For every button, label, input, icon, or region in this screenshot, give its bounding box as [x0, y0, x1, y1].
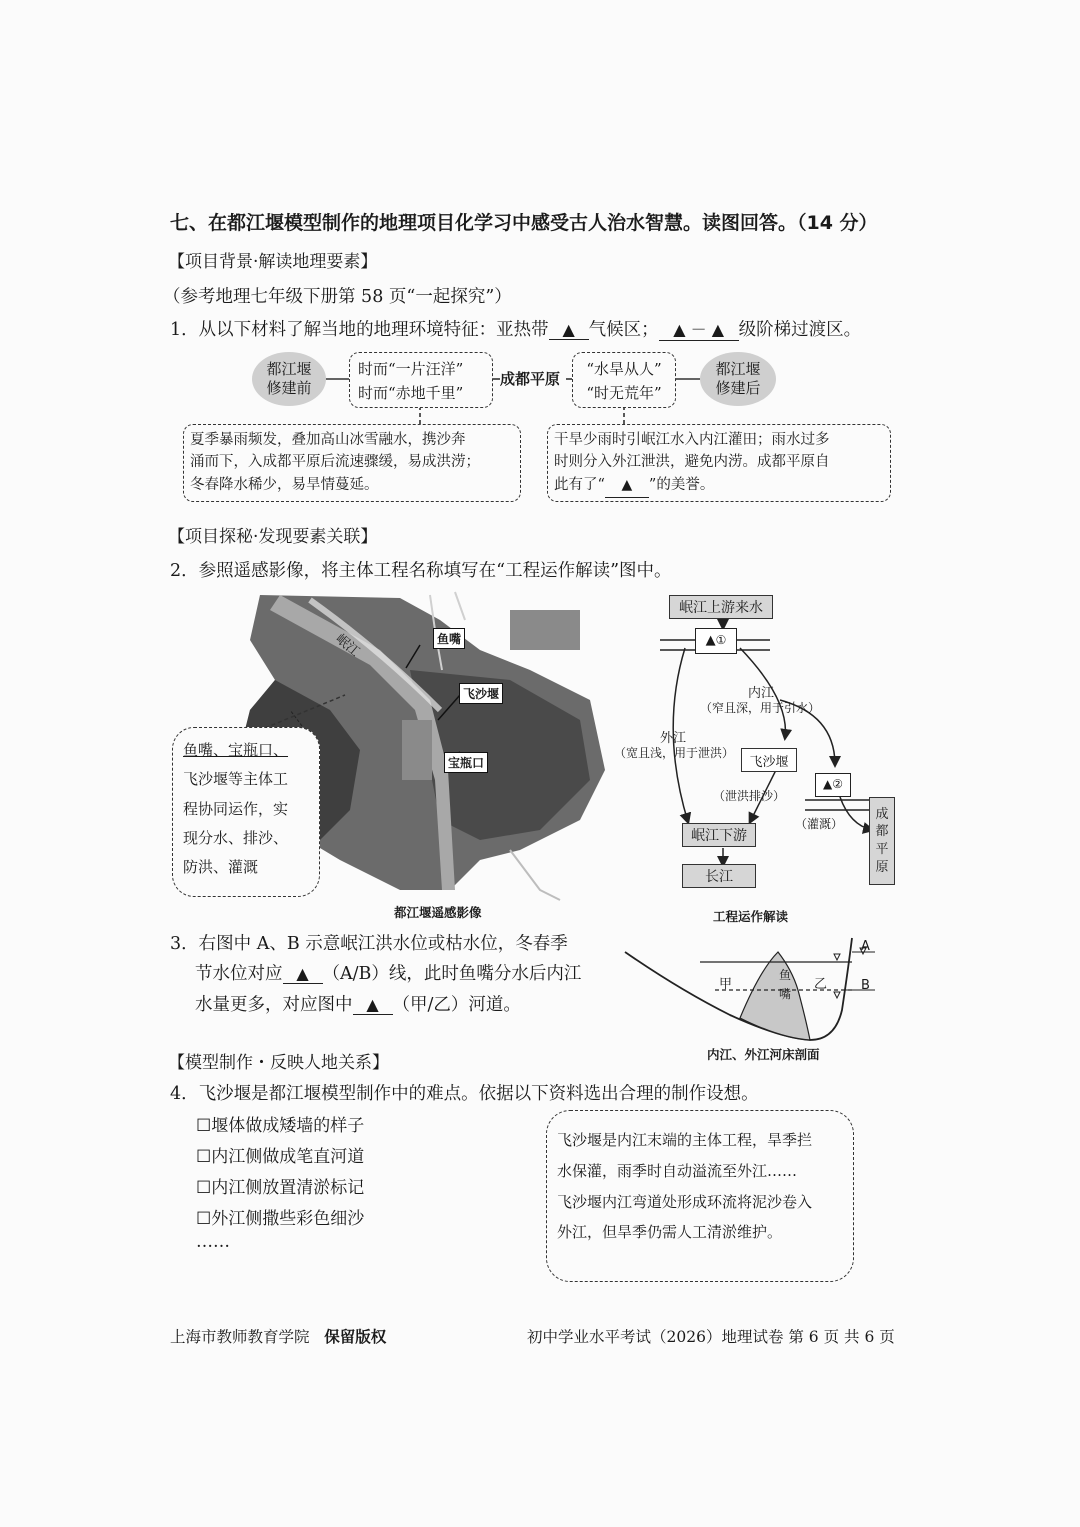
q4-option-3[interactable]: ☐内江侧放置清淤标记: [196, 1178, 365, 1198]
q1-suffix: 级阶梯过渡区。: [738, 320, 862, 340]
flow-caption: 工程运作解读: [713, 909, 789, 924]
profile-yuzui-2: 嘴: [779, 987, 792, 1002]
oval-after-construction: [700, 352, 776, 406]
q3-line1: 3．右图中 A、B 示意岷江洪水位或枯水位，冬春季: [170, 934, 568, 954]
material-line4: 外江，但旱季仍需人工清淤维护。: [557, 1223, 783, 1242]
note-after-line3b: ”的美誉。: [648, 476, 715, 493]
flow-xiehong: （泄洪排沙）: [713, 789, 786, 803]
map-label-baopingkou: 宝瓶口: [444, 752, 488, 773]
quote-after-line2: “时无荒年”: [586, 384, 662, 402]
reference-note: （参考地理七年级下册第 58 页“一起探究”）: [163, 287, 512, 307]
q3-blank-ab[interactable]: ▲: [283, 964, 323, 984]
map-label-feishayan: 飞沙堰: [459, 683, 503, 704]
section-heading-model: 【模型制作・反映人地关系】: [168, 1053, 389, 1073]
blank-mark-b: ▲: [711, 320, 725, 339]
note-after-line3: [554, 474, 884, 498]
profile-yuzui-1: 鱼: [779, 968, 792, 982]
q3-line3a: 水量更多，对应图中: [195, 995, 353, 1015]
section-heading-explore: 【项目探秘·发现要素关联】: [168, 527, 378, 547]
flow-blank-2-mark: ▲: [823, 777, 833, 791]
material-line3: 飞沙堰内江弯道处形成环流将泥沙卷入: [557, 1192, 813, 1211]
note-before-line1: 夏季暴雨频发，叠加高山冰雪融水，携沙奔: [190, 432, 466, 448]
q4-option-2[interactable]: ☐内江侧做成笔直河道: [196, 1147, 365, 1167]
callout-line4: 现分水、排沙、: [183, 828, 289, 847]
q1-mid: 气候区；: [588, 320, 659, 340]
quote-before-line1: 时而“一片汪洋”: [358, 360, 464, 378]
section-heading-background: 【项目背景·解读地理要素】: [168, 252, 378, 272]
footer-copyright: 保留版权: [324, 1328, 387, 1346]
flow-guangai: （灌溉）: [795, 817, 844, 831]
flow-waijiang-note: （宽且浅，用于泄洪）: [614, 746, 735, 760]
flow-upstream: 岷江上游来水: [669, 595, 773, 619]
flow-changjiang: 长江: [682, 864, 756, 888]
note-before-construction: [183, 424, 521, 502]
material-line1: 飞沙堰是内江末端的主体工程，旱季拦: [557, 1131, 813, 1149]
profile-jia: 甲: [719, 977, 733, 992]
footer-institute: 上海市教师教育学院: [170, 1328, 310, 1346]
profile-line-b: B: [861, 978, 870, 993]
dash: －: [690, 320, 707, 339]
chengdu-char4: 原: [875, 859, 889, 875]
flow-blank-1[interactable]: [695, 628, 737, 654]
q3-line3b: （甲/乙）河道。: [392, 995, 521, 1015]
flow-blank-1-mark: ▲: [705, 633, 716, 648]
profile-yuzui: [779, 966, 791, 1004]
chengdu-char1: 成: [875, 806, 889, 822]
callout-line5: 防洪、灌溉: [183, 858, 259, 876]
oval-before-construction: [252, 352, 326, 406]
note-after-construction: [547, 424, 891, 502]
flow-blank-2-num: ②: [832, 777, 843, 791]
footer-left: [170, 1325, 386, 1347]
question-title: 七、在都江堰模型制作的地理项目化学习中感受古人治水智慧。读图回答。（14 分）: [170, 212, 878, 234]
footer-right: 初中学业水平考试（2026）地理试卷 第 6 页 共 6 页: [527, 1328, 895, 1346]
q4-text: 4．飞沙堰是都江堰模型制作中的难点。依据以下资料选出合理的制作设想。: [170, 1084, 759, 1104]
quote-after: [572, 352, 676, 408]
map-label-yuzui: 鱼嘴: [433, 628, 465, 649]
chengdu-char2: 都: [875, 824, 889, 840]
map-caption: 都江堰遥感影像: [394, 905, 482, 920]
q4-ellipsis: ……: [196, 1232, 230, 1252]
map-callout-box: [172, 727, 320, 897]
riverbed-profile: [620, 930, 890, 1045]
oval-after-line1: 都江堰: [715, 359, 761, 378]
note-after-line2: 时则分入外江泄洪，避免内涝。成都平原自: [554, 454, 830, 471]
oval-before-line2: 修建前: [266, 379, 312, 397]
flow-blank-1-num: ①: [715, 633, 727, 647]
q4-option-4[interactable]: ☐外江侧撒些彩色细沙: [196, 1209, 365, 1229]
profile-line-a: A: [861, 939, 870, 954]
q3-line2a: 节水位对应: [195, 964, 283, 984]
flow-waijiang: 外江: [660, 731, 687, 746]
q3-blank-channel[interactable]: ▲: [353, 995, 393, 1015]
flow-neijiang: 内江: [748, 686, 775, 701]
chengdu-char3: 平: [875, 842, 889, 857]
profile-yi: 乙: [814, 977, 828, 992]
q2-text: 2．参照遥感影像，将主体工程名称填写在“工程运作解读”图中。: [170, 561, 672, 581]
flow-downstream: 岷江下游: [682, 823, 756, 847]
callout-line2: 飞沙堰等主体工: [183, 770, 289, 789]
callout-line3: 程协同运作，实: [183, 799, 289, 818]
oval-after-line2: 修建后: [715, 379, 761, 397]
blank-mark-a: ▲: [673, 320, 686, 339]
q3-line2: [195, 960, 581, 985]
flow-neijiang-note: （窄且深，用于引水）: [700, 701, 821, 715]
quote-before: [349, 352, 493, 408]
callout-line1: [183, 736, 309, 765]
callout-line1-text: 鱼嘴、宝瓶口、: [183, 741, 289, 759]
quote-before-line2: 时而“赤地千里”: [358, 384, 464, 402]
flow-blank-2[interactable]: [815, 773, 851, 797]
q4-option-1[interactable]: ☐堰体做成矮墙的样子: [196, 1116, 365, 1136]
q3-line3: [195, 991, 521, 1016]
note-before-line2: 涌而下，入成都平原后流速骤缓，易成洪涝；: [190, 454, 480, 471]
center-chengdu-plain: 成都平原: [500, 370, 561, 388]
note-after-line3a: 此有了“: [554, 476, 605, 493]
material-line2: 水保灌，雨季时自动溢流至外江……: [557, 1161, 798, 1180]
oval-before-line1: 都江堰: [266, 359, 312, 378]
river-label: 岷江: [332, 631, 362, 660]
note-after-line1: 干旱少雨时引岷江水入内江灌田；雨水过多: [554, 432, 830, 448]
q4-material-box: [546, 1110, 854, 1282]
q1-blank-climate[interactable]: ▲: [549, 320, 589, 340]
q1-prefix: 1．从以下材料了解当地的地理环境特征：亚热带: [170, 320, 549, 340]
diagram1-connectors: [0, 0, 1080, 520]
flow-chengdu-plain: [869, 797, 895, 885]
note-before-line3: 冬春降水稀少，易旱情蔓延。: [190, 476, 379, 493]
profile-caption: 内江、外江河床剖面: [707, 1047, 820, 1062]
quote-after-line1: “水旱从人”: [586, 360, 662, 378]
note-after-blank[interactable]: ▲: [605, 475, 649, 498]
flow-feishayan: 飞沙堰: [741, 748, 797, 772]
q3-line2b: （A/B）线，此时鱼嘴分水后内江: [322, 964, 582, 984]
